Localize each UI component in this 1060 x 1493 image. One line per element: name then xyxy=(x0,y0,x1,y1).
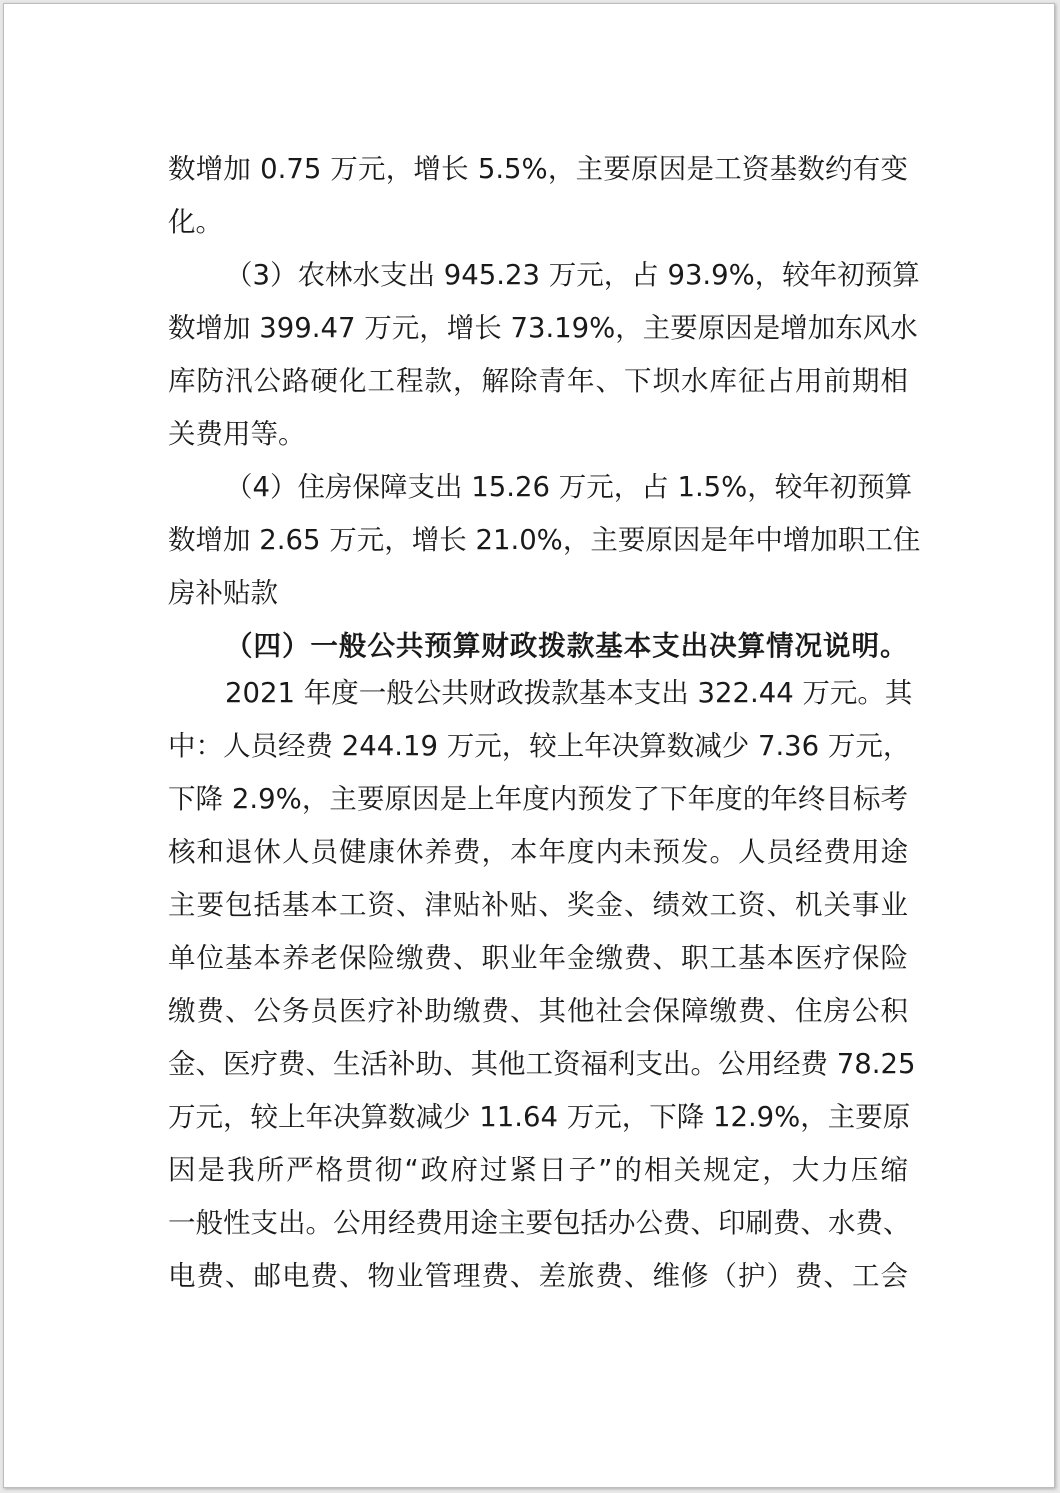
text-line: 电费、邮电费、物业管理费、差旅费、维修（护）费、工会 xyxy=(168,1260,908,1292)
section-heading: （四）一般公共预算财政拨款基本支出决算情况说明。 xyxy=(225,630,908,662)
text-line: 万元，较上年决算数减少 11.64 万元，下降 12.9%，主要原 xyxy=(168,1101,911,1133)
text-line: 2021 年度一般公共财政拨款基本支出 322.44 万元。其 xyxy=(225,677,913,709)
text-line: 一般性支出。公用经费用途主要包括办公费、印刷费、水费、 xyxy=(168,1207,911,1239)
text-line: （3）农林水支出 945.23 万元，占 93.9%，较年初预算 xyxy=(225,259,920,291)
text-line: 主要包括基本工资、津贴补贴、奖金、绩效工资、机关事业 xyxy=(168,889,908,921)
text-line: 单位基本养老保险缴费、职业年金缴费、职工基本医疗保险 xyxy=(168,942,908,974)
document-page xyxy=(3,3,1055,1488)
text-line: 中：人员经费 244.19 万元，较上年决算数减少 7.36 万元， xyxy=(168,730,911,762)
text-line: （4）住房保障支出 15.26 万元，占 1.5%，较年初预算 xyxy=(225,471,913,503)
text-line: 因是我所严格贯彻“政府过紧日子”的相关规定，大力压缩 xyxy=(168,1154,908,1186)
text-line: 数增加 399.47 万元，增长 73.19%，主要原因是增加东风水 xyxy=(168,312,918,344)
text-line: 核和退休人员健康休养费，本年度内未预发。人员经费用途 xyxy=(168,836,908,868)
text-line: 数增加 2.65 万元，增长 21.0%，主要原因是年中增加职工住 xyxy=(168,524,921,556)
text-line: 化。 xyxy=(168,206,223,238)
text-line: 缴费、公务员医疗补助缴费、其他社会保障缴费、住房公积 xyxy=(168,995,908,1027)
text-line: 库防汛公路硬化工程款，解除青年、下坝水库征占用前期相 xyxy=(168,365,908,397)
text-line: 下降 2.9%，主要原因是上年度内预发了下年度的年终目标考 xyxy=(168,783,908,815)
text-line: 金、医疗费、生活补助、其他工资福利支出。公用经费 78.25 xyxy=(168,1048,916,1080)
text-line: 数增加 0.75 万元，增长 5.5%，主要原因是工资基数约有变 xyxy=(168,153,908,185)
text-line: 关费用等。 xyxy=(168,418,306,450)
text-line: 房补贴款 xyxy=(168,577,278,609)
